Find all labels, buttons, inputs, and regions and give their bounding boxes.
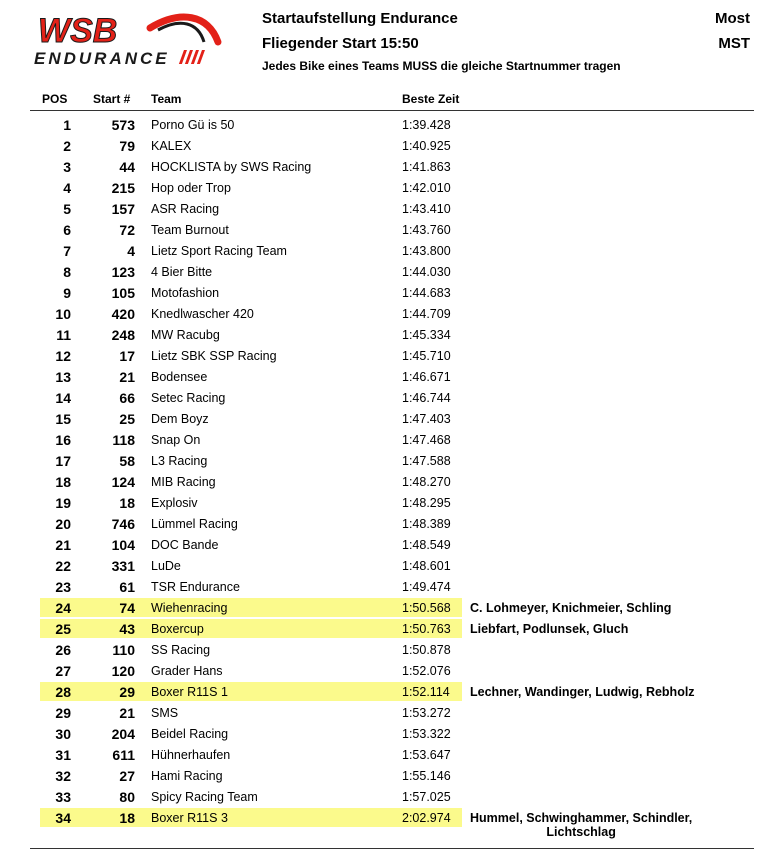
position-cell: 18	[55, 474, 71, 490]
start-number-cell: 123	[111, 264, 135, 280]
team-name-cell: 4 Bier Bitte	[151, 265, 213, 279]
riders-line: Liebfart, Podlunsek, Gluch	[470, 622, 629, 636]
team-name-cell: ASR Racing	[151, 202, 220, 216]
best-time-cell: 2:02.974	[402, 811, 451, 825]
grid-row	[0, 114, 758, 135]
grid-row	[0, 702, 758, 723]
best-time-cell: 1:43.760	[402, 223, 451, 237]
row-highlight	[40, 682, 462, 701]
riders-note	[470, 622, 628, 636]
position-cell: 26	[55, 642, 71, 658]
team-name-cell: Explosiv	[151, 496, 198, 510]
riders-note	[470, 811, 692, 839]
position-cell: 10	[55, 306, 71, 322]
team-name-cell: Knedlwascher 420	[151, 307, 254, 321]
start-number-cell: 80	[119, 789, 135, 805]
position-cell: 13	[55, 369, 71, 385]
col-best-time-header: Beste Zeit	[402, 92, 460, 106]
position-cell: 11	[56, 327, 71, 343]
best-time-cell: 1:48.601	[402, 559, 451, 573]
start-number-cell: 105	[111, 285, 135, 301]
grid-row	[0, 576, 758, 597]
best-time-cell: 1:44.709	[402, 307, 451, 321]
best-time-cell: 1:50.878	[402, 643, 451, 657]
start-number-cell: 215	[111, 180, 135, 196]
team-name-cell: SMS	[151, 706, 179, 720]
grid-row	[0, 807, 758, 839]
team-name-cell: Lümmel Racing	[151, 517, 238, 531]
grid-row	[0, 408, 758, 429]
grid-row	[0, 744, 758, 765]
position-cell: 25	[55, 621, 71, 637]
grid-row	[0, 303, 758, 324]
start-number-cell: 4	[127, 243, 135, 259]
team-name-cell: Lietz SBK SSP Racing	[151, 349, 277, 363]
team-name-cell: Boxer R11S 3	[151, 811, 228, 825]
start-number-cell: 79	[119, 138, 135, 154]
riders-line: Hummel, Schwinghammer, Schindler,	[470, 811, 693, 825]
position-cell: 6	[63, 222, 71, 238]
logo-stripes	[179, 50, 205, 64]
riders-note	[470, 685, 695, 699]
best-time-cell: 1:53.647	[402, 748, 451, 762]
best-time-cell: 1:47.403	[402, 412, 451, 426]
position-cell: 8	[63, 264, 71, 280]
position-cell: 1	[63, 117, 71, 133]
position-cell: 19	[55, 495, 71, 511]
best-time-cell: 1:39.428	[402, 118, 451, 132]
start-number-cell: 120	[111, 663, 135, 679]
grid-row	[0, 786, 758, 807]
position-cell: 33	[55, 789, 71, 805]
start-number-cell: 18	[119, 495, 135, 511]
team-name-cell: Team Burnout	[151, 223, 229, 237]
best-time-cell: 1:44.683	[402, 286, 451, 300]
position-cell: 2	[63, 138, 71, 154]
team-name-cell: HOCKLISTA by SWS Racing	[151, 160, 312, 174]
header-divider	[30, 110, 754, 111]
position-cell: 23	[55, 579, 71, 595]
best-time-cell: 1:50.568	[402, 601, 451, 615]
wsb-endurance-logo	[30, 6, 230, 70]
best-time-cell: 1:52.076	[402, 664, 451, 678]
best-time-cell: 1:43.800	[402, 244, 451, 258]
position-cell: 15	[55, 411, 71, 427]
logo-endurance-text: ENDURANCE	[34, 49, 170, 68]
start-number-cell: 157	[111, 201, 135, 217]
page-title: Startaufstellung Endurance	[262, 10, 458, 27]
best-time-cell: 1:48.389	[402, 517, 451, 531]
start-number-cell: 72	[119, 222, 135, 238]
grid-row	[0, 324, 758, 345]
team-name-cell: Beidel Racing	[151, 727, 229, 741]
grid-row	[0, 261, 758, 282]
team-name-cell: Hop oder Trop	[151, 181, 231, 195]
best-time-cell: 1:44.030	[402, 265, 451, 279]
team-name-cell: Boxer R11S 1	[151, 685, 228, 699]
best-time-cell: 1:45.334	[402, 328, 451, 342]
grid-row	[0, 198, 758, 219]
grid-row	[0, 513, 758, 534]
best-time-cell: 1:48.295	[402, 496, 451, 510]
best-time-cell: 1:47.468	[402, 433, 451, 447]
position-cell: 21	[55, 537, 71, 553]
grid-row	[0, 135, 758, 156]
best-time-cell: 1:46.671	[402, 370, 451, 384]
grid-row	[0, 450, 758, 471]
start-number-cell: 43	[119, 621, 135, 637]
position-cell: 20	[55, 516, 71, 532]
team-name-cell: L3 Racing	[151, 454, 208, 468]
team-name-cell: Spicy Racing Team	[151, 790, 258, 804]
start-number-cell: 204	[111, 726, 135, 742]
riders-line: Lechner, Wandinger, Ludwig, Rebholz	[470, 685, 695, 699]
grid-row	[0, 156, 758, 177]
best-time-cell: 1:53.322	[402, 727, 451, 741]
start-number-cell: 110	[112, 642, 135, 658]
best-time-cell: 1:57.025	[402, 790, 451, 804]
col-team-header: Team	[151, 92, 182, 106]
team-name-cell: SS Racing	[151, 643, 211, 657]
position-cell: 24	[55, 600, 71, 616]
start-number-cell: 18	[119, 810, 135, 826]
position-cell: 12	[55, 348, 71, 364]
row-highlight	[40, 598, 462, 617]
team-name-cell: Snap On	[151, 433, 201, 447]
start-number-cell: 124	[111, 474, 135, 490]
start-number-cell: 25	[119, 411, 135, 427]
best-time-cell: 1:50.763	[402, 622, 451, 636]
team-name-cell: Porno Gü is 50	[151, 118, 235, 132]
position-cell: 9	[63, 285, 71, 301]
start-number-cell: 66	[119, 390, 135, 406]
position-cell: 22	[55, 558, 71, 574]
team-name-cell: Dem Boyz	[151, 412, 209, 426]
col-start-header: Start #	[93, 92, 131, 106]
grid-row	[0, 660, 758, 681]
start-number-cell: 58	[119, 453, 135, 469]
row-highlight	[40, 808, 462, 827]
grid-row	[0, 555, 758, 576]
start-number-cell: 118	[112, 432, 135, 448]
team-name-cell: Hühnerhaufen	[151, 748, 231, 762]
position-cell: 17	[55, 453, 71, 469]
grid-row	[0, 282, 758, 303]
position-cell: 28	[55, 684, 71, 700]
grid-row	[0, 618, 758, 639]
start-number-cell: 21	[119, 369, 135, 385]
best-time-cell: 1:49.474	[402, 580, 451, 594]
team-name-cell: Grader Hans	[151, 664, 223, 678]
best-time-cell: 1:46.744	[402, 391, 451, 405]
start-number-cell: 420	[111, 306, 135, 322]
team-name-cell: Motofashion	[151, 286, 220, 300]
grid-row	[0, 597, 758, 618]
start-number-cell: 746	[111, 516, 135, 532]
col-pos-header: POS	[42, 92, 68, 106]
grid-row	[0, 240, 758, 261]
position-cell: 7	[63, 243, 71, 259]
position-cell: 14	[55, 390, 71, 406]
best-time-cell: 1:41.863	[402, 160, 451, 174]
start-number-cell: 331	[111, 558, 135, 574]
team-name-cell: Bodensee	[151, 370, 208, 384]
grid-row	[0, 492, 758, 513]
team-name-cell: Setec Racing	[151, 391, 226, 405]
position-cell: 34	[55, 810, 71, 826]
start-number-cell: 74	[119, 600, 135, 616]
track-name: Most	[715, 10, 750, 27]
grid-row	[0, 345, 758, 366]
start-number-cell: 248	[111, 327, 135, 343]
best-time-cell: 1:48.549	[402, 538, 451, 552]
team-name-cell: MW Racubg	[151, 328, 220, 342]
grid-row	[0, 366, 758, 387]
position-cell: 5	[63, 201, 71, 217]
position-cell: 16	[55, 432, 71, 448]
position-cell: 3	[63, 159, 71, 175]
start-info: Fliegender Start 15:50	[262, 35, 419, 52]
start-number-cell: 29	[119, 684, 135, 700]
best-time-cell: 1:45.710	[402, 349, 451, 363]
logo-wsb-text: WSB	[38, 12, 118, 50]
grid-row	[0, 177, 758, 198]
team-name-cell: DOC Bande	[151, 538, 219, 552]
grid-row	[0, 387, 758, 408]
position-cell: 31	[55, 747, 71, 763]
row-highlight	[40, 619, 462, 638]
team-name-cell: TSR Endurance	[151, 580, 240, 594]
start-number-cell: 61	[119, 579, 135, 595]
timezone-label: MST	[718, 35, 750, 52]
rule-note: Jedes Bike eines Teams MUSS die gleiche Startnummer tragen	[262, 59, 621, 73]
best-time-cell: 1:52.114	[402, 685, 450, 699]
team-name-cell: LuDe	[151, 559, 181, 573]
team-name-cell: MIB Racing	[151, 475, 216, 489]
best-time-cell: 1:55.146	[402, 769, 451, 783]
grid-row	[0, 471, 758, 492]
grid-row	[0, 723, 758, 744]
best-time-cell: 1:53.272	[402, 706, 451, 720]
grid-row	[0, 765, 758, 786]
team-name-cell: KALEX	[151, 139, 192, 153]
footer-divider	[30, 848, 754, 849]
position-cell: 4	[63, 180, 71, 196]
riders-line-2: Lichtschlag	[546, 825, 616, 839]
best-time-cell: 1:43.410	[402, 202, 451, 216]
grid-row	[0, 429, 758, 450]
start-number-cell: 44	[119, 159, 135, 175]
start-number-cell: 573	[111, 117, 135, 133]
grid-row	[0, 534, 758, 555]
position-cell: 32	[55, 768, 71, 784]
start-number-cell: 27	[119, 768, 135, 784]
team-name-cell: Wiehenracing	[151, 601, 228, 615]
best-time-cell: 1:40.925	[402, 139, 451, 153]
best-time-cell: 1:48.270	[402, 475, 451, 489]
riders-line: C. Lohmeyer, Knichmeier, Schling	[470, 601, 672, 615]
position-cell: 27	[55, 663, 71, 679]
start-number-cell: 104	[111, 537, 135, 553]
grid-row	[0, 219, 758, 240]
start-number-cell: 17	[119, 348, 135, 364]
riders-note	[470, 601, 671, 615]
position-cell: 29	[55, 705, 71, 721]
team-name-cell: Lietz Sport Racing Team	[151, 244, 287, 258]
grid-row	[0, 681, 758, 702]
start-number-cell: 21	[119, 705, 135, 721]
team-name-cell: Hami Racing	[151, 769, 223, 783]
best-time-cell: 1:47.588	[402, 454, 451, 468]
team-name-cell: Boxercup	[151, 622, 204, 636]
position-cell: 30	[55, 726, 71, 742]
start-number-cell: 611	[112, 747, 135, 763]
logo-swoosh-inner	[158, 23, 204, 42]
grid-row	[0, 639, 758, 660]
best-time-cell: 1:42.010	[402, 181, 451, 195]
